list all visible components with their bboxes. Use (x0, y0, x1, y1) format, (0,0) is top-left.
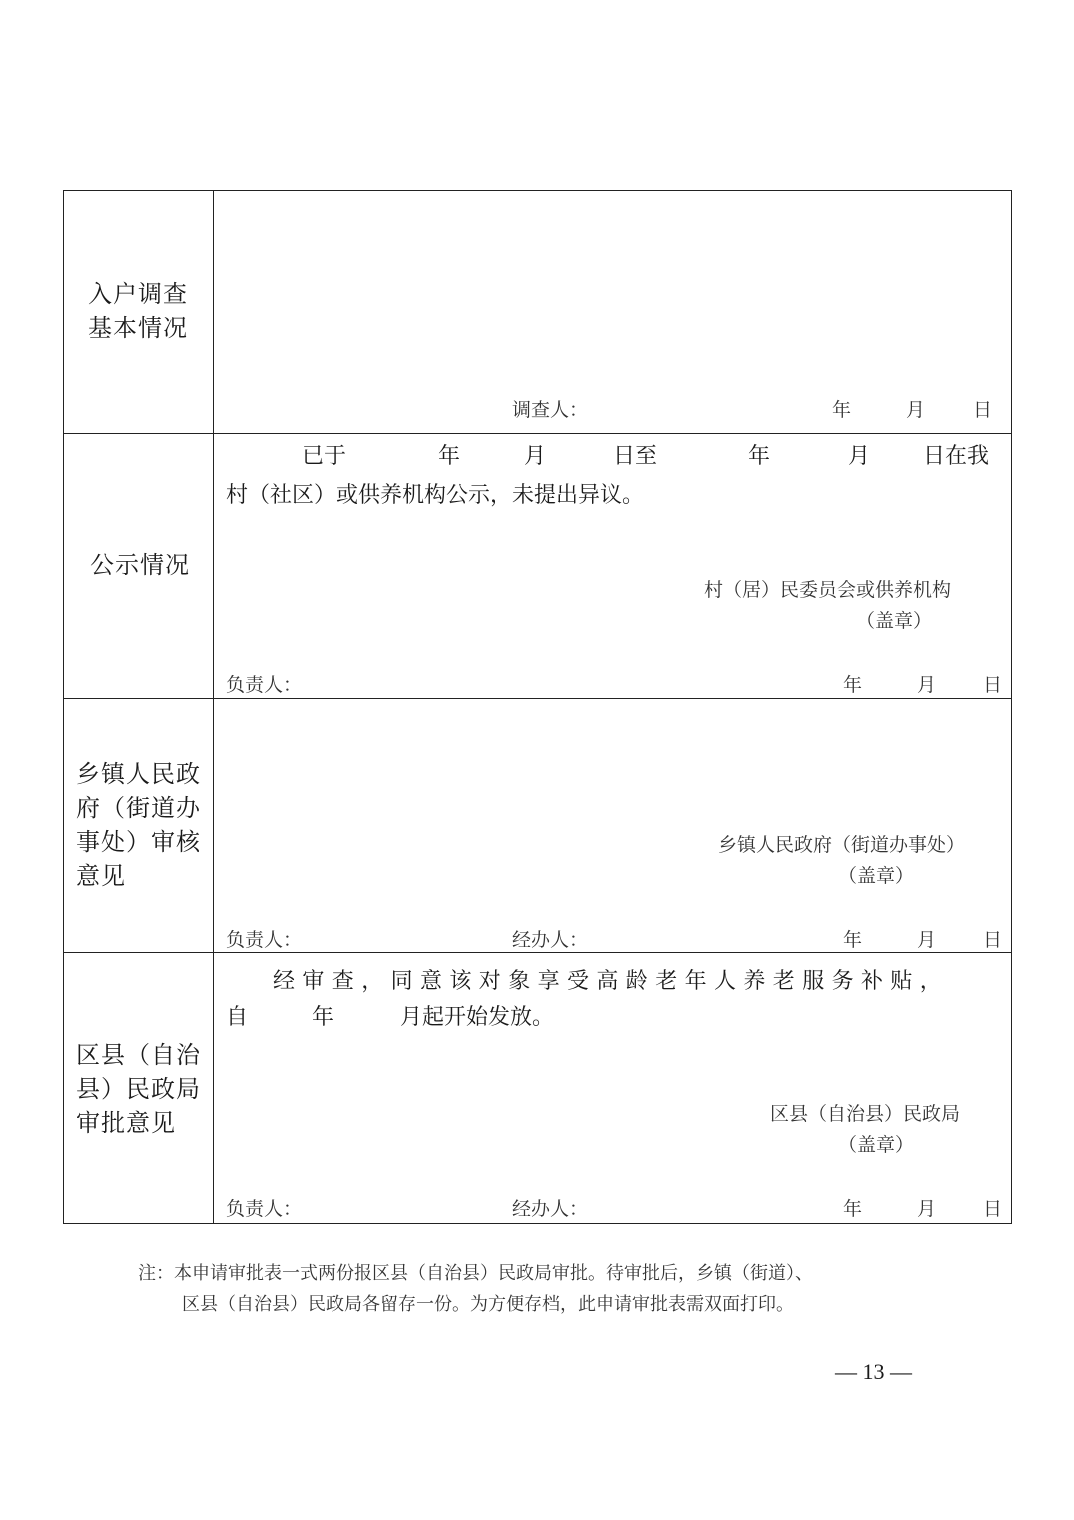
date-month: 月 (917, 674, 937, 696)
responsible-label: 负责人： (226, 674, 303, 696)
table-left-border (63, 190, 64, 1224)
table-top-border (63, 190, 1012, 191)
date-year: 年 (832, 399, 852, 421)
page-number: — 13 — (835, 1359, 912, 1384)
publicity-text-word: 月 (848, 444, 871, 469)
date-month: 月 (917, 929, 937, 951)
publicity-text-word: 日在我 (923, 444, 990, 469)
publicity-text-word: 年 (438, 444, 461, 469)
approval-text-word: 年 (312, 1005, 335, 1030)
approval-text-line1: 经审查，同意该对象享受高龄老年人养老服务补贴， (273, 969, 950, 994)
row-label-investigation: 入户调查 基本情况 (88, 280, 188, 342)
county-civil-affairs-org: 区县（自治县）民政局 (770, 1103, 961, 1125)
date-day: 日 (983, 1198, 1003, 1220)
handler-label: 经办人： (512, 1198, 589, 1220)
date-month: 月 (906, 399, 926, 421)
row-label-county-approval: 区县（自治 县）民政局 审批意见 (76, 1041, 201, 1137)
publicity-text-word: 已于 (302, 444, 347, 469)
seal-label: （盖章） (856, 610, 933, 632)
investigator-label: 调查人： (512, 399, 589, 421)
approval-text-word: 月起开始发放。 (400, 1005, 555, 1030)
responsible-label: 负责人： (226, 929, 303, 951)
date-day: 日 (983, 674, 1003, 696)
responsible-label: 负责人： (226, 1198, 303, 1220)
date-year: 年 (843, 674, 863, 696)
village-committee-org: 村（居）民委员会或供养机构 (704, 579, 952, 601)
seal-label: （盖章） (838, 1134, 915, 1156)
publicity-text-word: 年 (748, 444, 771, 469)
approval-text-word: 自 (226, 1005, 249, 1030)
footnote-line2: 区县（自治县）民政局各留存一份。为方便存档，此申请审批表需双面打印。 (182, 1294, 794, 1315)
township-government-org: 乡镇人民政府（街道办事处） (718, 834, 966, 856)
date-year: 年 (843, 1198, 863, 1220)
row-label-publicity: 公示情况 (90, 551, 190, 579)
footnote-line1: 注：本申请审批表一式两份报区县（自治县）民政局审批。待审批后，乡镇（街道）、 (138, 1263, 813, 1284)
publicity-text-word: 月 (524, 444, 547, 469)
row-divider-2 (63, 698, 1012, 699)
handler-label: 经办人： (512, 929, 589, 951)
date-year: 年 (843, 929, 863, 951)
date-day: 日 (983, 929, 1003, 951)
table-right-border (1011, 190, 1012, 1224)
column-divider (213, 190, 214, 1224)
publicity-text-line2: 村（社区）或供养机构公示，未提出异议。 (226, 483, 645, 508)
seal-label: （盖章） (838, 865, 915, 887)
date-day: 日 (973, 399, 993, 421)
row-label-township-review: 乡镇人民政 府（街道办 事处）审核 意见 (76, 760, 201, 890)
row-divider-3 (63, 952, 1012, 953)
row-divider-1 (63, 433, 1012, 434)
date-month: 月 (917, 1198, 937, 1220)
table-bottom-border (63, 1223, 1012, 1224)
publicity-text-word: 日至 (613, 444, 658, 469)
